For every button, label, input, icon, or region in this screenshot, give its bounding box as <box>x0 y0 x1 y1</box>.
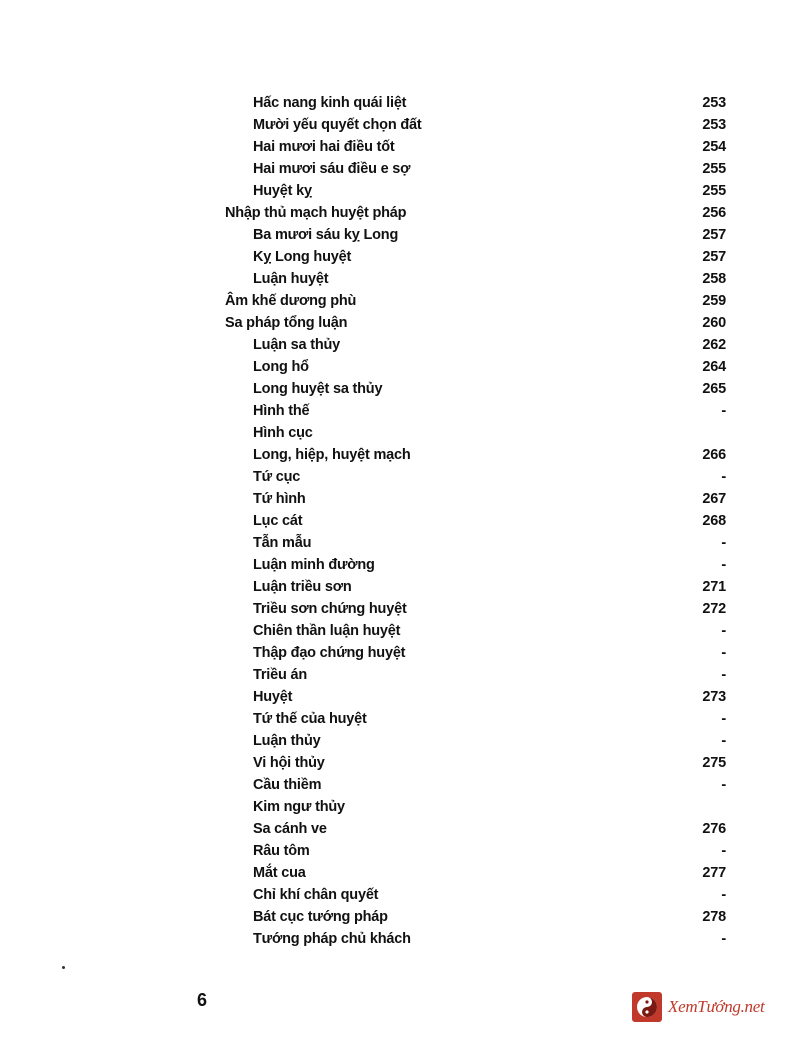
toc-entry <box>0 268 800 290</box>
page-number: 6 <box>197 990 208 1010</box>
toc-entry-page: 259 <box>702 293 726 309</box>
toc-entry <box>0 598 800 620</box>
toc-entry <box>0 400 800 422</box>
toc-entry-title: Chỉ khí chân quyết <box>253 887 379 903</box>
toc-entry-title: Tứ thế của huyệt <box>253 711 367 727</box>
toc-entry-title: Long, hiệp, huyệt mạch <box>253 447 411 463</box>
toc-entry <box>0 708 800 730</box>
toc-entry-title: Mắt cua <box>253 865 306 881</box>
toc-entry-title: Luận sa thủy <box>253 337 341 353</box>
toc-entry-page: 272 <box>702 601 726 617</box>
toc-entry-title: Tứ hình <box>253 491 306 507</box>
toc-entry <box>0 928 800 950</box>
toc-entry-title: Chiên thần luận huyệt <box>253 623 401 639</box>
toc-entry-title: Huyệt kỵ <box>253 183 312 199</box>
toc-entry-page: 257 <box>702 249 726 265</box>
toc-entry-page: 265 <box>702 381 726 397</box>
toc-entry-page: - <box>721 733 726 749</box>
toc-entry-page: - <box>721 557 726 573</box>
toc-entry <box>0 422 800 444</box>
toc-entry-title: Hai mươi sáu điều e sợ <box>253 161 411 177</box>
toc-entry-title: Vi hội thủy <box>253 755 325 771</box>
toc-entry-page: - <box>721 645 726 661</box>
watermark-text: XemTướng.net <box>668 997 765 1016</box>
toc-entry-page: 255 <box>702 183 726 199</box>
toc-entry-page: 271 <box>702 579 726 595</box>
toc-entry <box>0 224 800 246</box>
toc-entry <box>0 664 800 686</box>
toc-entry <box>0 114 800 136</box>
toc-entry-page: 277 <box>702 865 726 881</box>
toc-entry-title: Triều án <box>253 667 307 683</box>
toc-entry <box>0 730 800 752</box>
toc-entry-page: - <box>721 843 726 859</box>
toc-entry <box>0 312 800 334</box>
toc-entry <box>0 136 800 158</box>
toc-entry <box>0 356 800 378</box>
toc-entry <box>0 510 800 532</box>
toc-entry <box>0 466 800 488</box>
toc-entry <box>0 290 800 312</box>
yin-yang-icon <box>632 992 662 1022</box>
toc-entry-page: 278 <box>702 909 726 925</box>
toc-entry-page: 276 <box>702 821 726 837</box>
toc-entry-title: Cầu thiềm <box>253 777 322 793</box>
toc-entry <box>0 818 800 840</box>
toc-entry-page: - <box>721 777 726 793</box>
toc-entry-title: Kim ngư thủy <box>253 799 345 815</box>
toc-entry <box>0 686 800 708</box>
toc-entry-page: 260 <box>702 315 726 331</box>
toc-entry-page: - <box>721 887 726 903</box>
toc-entry-page: - <box>721 535 726 551</box>
toc-entry <box>0 884 800 906</box>
toc-entry-page: 266 <box>702 447 726 463</box>
toc-entry <box>0 774 800 796</box>
toc-entry-title: Luận huyệt <box>253 271 329 287</box>
toc-entry-page: 255 <box>702 161 726 177</box>
toc-entry-page: 273 <box>702 689 726 705</box>
toc-entry <box>0 642 800 664</box>
toc-entry-page: 253 <box>702 95 726 111</box>
toc-entry <box>0 576 800 598</box>
toc-entry-title: Tẫn mẫu <box>253 535 312 551</box>
toc-entry <box>0 532 800 554</box>
toc-entry-title: Râu tôm <box>253 843 310 859</box>
toc-entry-title: Sa pháp tổng luận <box>225 315 348 331</box>
toc-entry-page: - <box>721 711 726 727</box>
toc-entry-title: Mười yếu quyết chọn đất <box>253 117 422 133</box>
toc-entry <box>0 202 800 224</box>
toc-entry-title: Hình cục <box>253 425 313 441</box>
toc-entry-title: Luận triều sơn <box>253 579 352 595</box>
toc-entry-title: Kỵ Long huyệt <box>253 249 352 265</box>
toc-entry-title: Nhập thủ mạch huyệt pháp <box>225 205 407 221</box>
toc-entry-page: - <box>721 667 726 683</box>
toc-entry-page: - <box>721 931 726 947</box>
toc-entry <box>0 906 800 928</box>
toc-entry <box>0 620 800 642</box>
toc-entry-title: Bát cục tướng pháp <box>253 909 388 925</box>
toc-entry-page: 264 <box>702 359 726 375</box>
toc-entry-page: 253 <box>702 117 726 133</box>
toc-entry-title: Tướng pháp chủ khách <box>253 931 411 947</box>
table-of-contents <box>0 92 800 950</box>
toc-entry-title: Thập đạo chứng huyệt <box>253 645 406 661</box>
toc-entry-title: Hai mươi hai điều tốt <box>253 139 395 155</box>
toc-entry-title: Hấc nang kinh quái liệt <box>253 95 407 111</box>
toc-entry-page: 262 <box>702 337 726 353</box>
toc-entry-page: 268 <box>702 513 726 529</box>
toc-entry-title: Sa cánh ve <box>253 821 327 837</box>
toc-entry-title: Huyệt <box>253 689 293 705</box>
toc-entry-title: Hình thế <box>253 403 310 419</box>
toc-entry <box>0 334 800 356</box>
toc-entry-page: 275 <box>702 755 726 771</box>
toc-entry-page: - <box>721 469 726 485</box>
toc-entry <box>0 554 800 576</box>
toc-entry-title: Ba mươi sáu kỵ Long <box>253 227 399 243</box>
toc-entry-title: Luận minh đường <box>253 557 375 573</box>
toc-entry-title: Triều sơn chứng huyệt <box>253 601 407 617</box>
toc-entry-title: Long hổ <box>253 359 309 375</box>
toc-entry-title: Luận thủy <box>253 733 321 749</box>
toc-entry-title: Long huyệt sa thủy <box>253 381 383 397</box>
toc-entry <box>0 488 800 510</box>
toc-entry-page: 254 <box>702 139 726 155</box>
toc-entry <box>0 378 800 400</box>
toc-entry <box>0 796 800 818</box>
toc-entry-title: Âm khế dương phù <box>225 293 357 309</box>
toc-entry <box>0 92 800 114</box>
toc-entry-page: 267 <box>702 491 726 507</box>
toc-entry-page: 258 <box>702 271 726 287</box>
toc-entry <box>0 180 800 202</box>
toc-entry <box>0 158 800 180</box>
toc-entry-page: 256 <box>702 205 726 221</box>
toc-entry-page: - <box>721 623 726 639</box>
toc-entry <box>0 840 800 862</box>
toc-entry-title: Tứ cục <box>253 469 301 485</box>
scan-dot <box>62 966 65 969</box>
toc-entry <box>0 862 800 884</box>
toc-entry-page: - <box>721 403 726 419</box>
toc-entry <box>0 246 800 268</box>
toc-entry-title: Lục cát <box>253 513 303 529</box>
toc-entry <box>0 444 800 466</box>
toc-entry <box>0 752 800 774</box>
watermark-logo <box>632 990 764 1024</box>
toc-entry-page: 257 <box>702 227 726 243</box>
